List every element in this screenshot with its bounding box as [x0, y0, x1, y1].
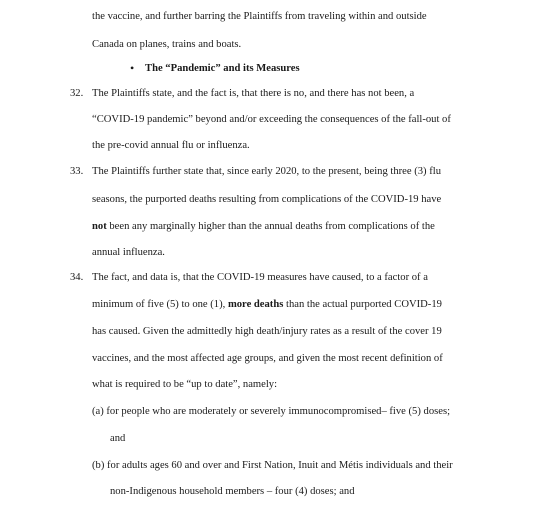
- emphasis-not: not: [92, 221, 107, 232]
- list-item-b-line-1: (b) for adults ages 60 and over and First Nation, Inuit and Métis individuals and their: [92, 460, 453, 471]
- bullet-icon: •: [130, 61, 135, 75]
- paragraph-33-number: 33.: [70, 166, 84, 177]
- intro-line-1: the vaccine, and further barring the Plaintiffs from traveling within and outside: [92, 11, 427, 22]
- paragraph-34-line-5: what is required to be “up to date”, namely:: [92, 379, 278, 390]
- paragraph-32-line-3: the pre-covid annual flu or influenza.: [92, 140, 250, 151]
- list-item-a-line-1: (a) for people who are moderately or severely immunocompromised– five (5) doses;: [92, 406, 451, 417]
- paragraph-32-line-1: The Plaintiffs state, and the fact is, that there is no, and there has not been, a: [92, 88, 415, 99]
- paragraph-32-number: 32.: [70, 88, 84, 99]
- paragraph-34-line-3: has caused. Given the admittedly high death/injury rates as a result of the cover 19: [92, 326, 442, 337]
- paragraph-33-line-3-rest: been any marginally higher than the annual deaths from complications of the: [106, 221, 435, 232]
- paragraph-34-line-1: The fact, and data is, that the COVID-19 measures have caused, to a factor of a: [92, 272, 428, 283]
- paragraph-34-line-2-end: than the actual purported COVID-19: [283, 299, 442, 310]
- paragraph-34-line-4: vaccines, and the most affected age groups, and given the most recent definition of: [92, 353, 443, 364]
- paragraph-34-line-2: [92, 298, 442, 311]
- paragraph-33-line-4: annual influenza.: [92, 247, 165, 258]
- paragraph-33-line-1: The Plaintiffs further state that, since early 2020, to the present, being three (3) flu: [92, 166, 441, 177]
- paragraph-34-line-2-start: minimum of five (5) to one (1),: [92, 299, 228, 310]
- list-item-a-line-2: and: [110, 433, 126, 444]
- section-heading: The “Pandemic” and its Measures: [145, 63, 300, 74]
- emphasis-more-deaths: more deaths: [227, 299, 284, 310]
- paragraph-33-line-2: seasons, the purported deaths resulting from complications of the COVID-19 have: [92, 194, 442, 205]
- paragraph-34-number: 34.: [70, 272, 84, 283]
- list-item-b-line-2: non-Indigenous household members – four (4) doses; and: [110, 486, 355, 497]
- paragraph-32-line-2: “COVID-19 pandemic” beyond and/or exceeding the consequences of the fall-out of: [92, 114, 451, 125]
- intro-line-2: Canada on planes, trains and boats.: [92, 39, 242, 50]
- paragraph-33-line-3: [92, 220, 435, 233]
